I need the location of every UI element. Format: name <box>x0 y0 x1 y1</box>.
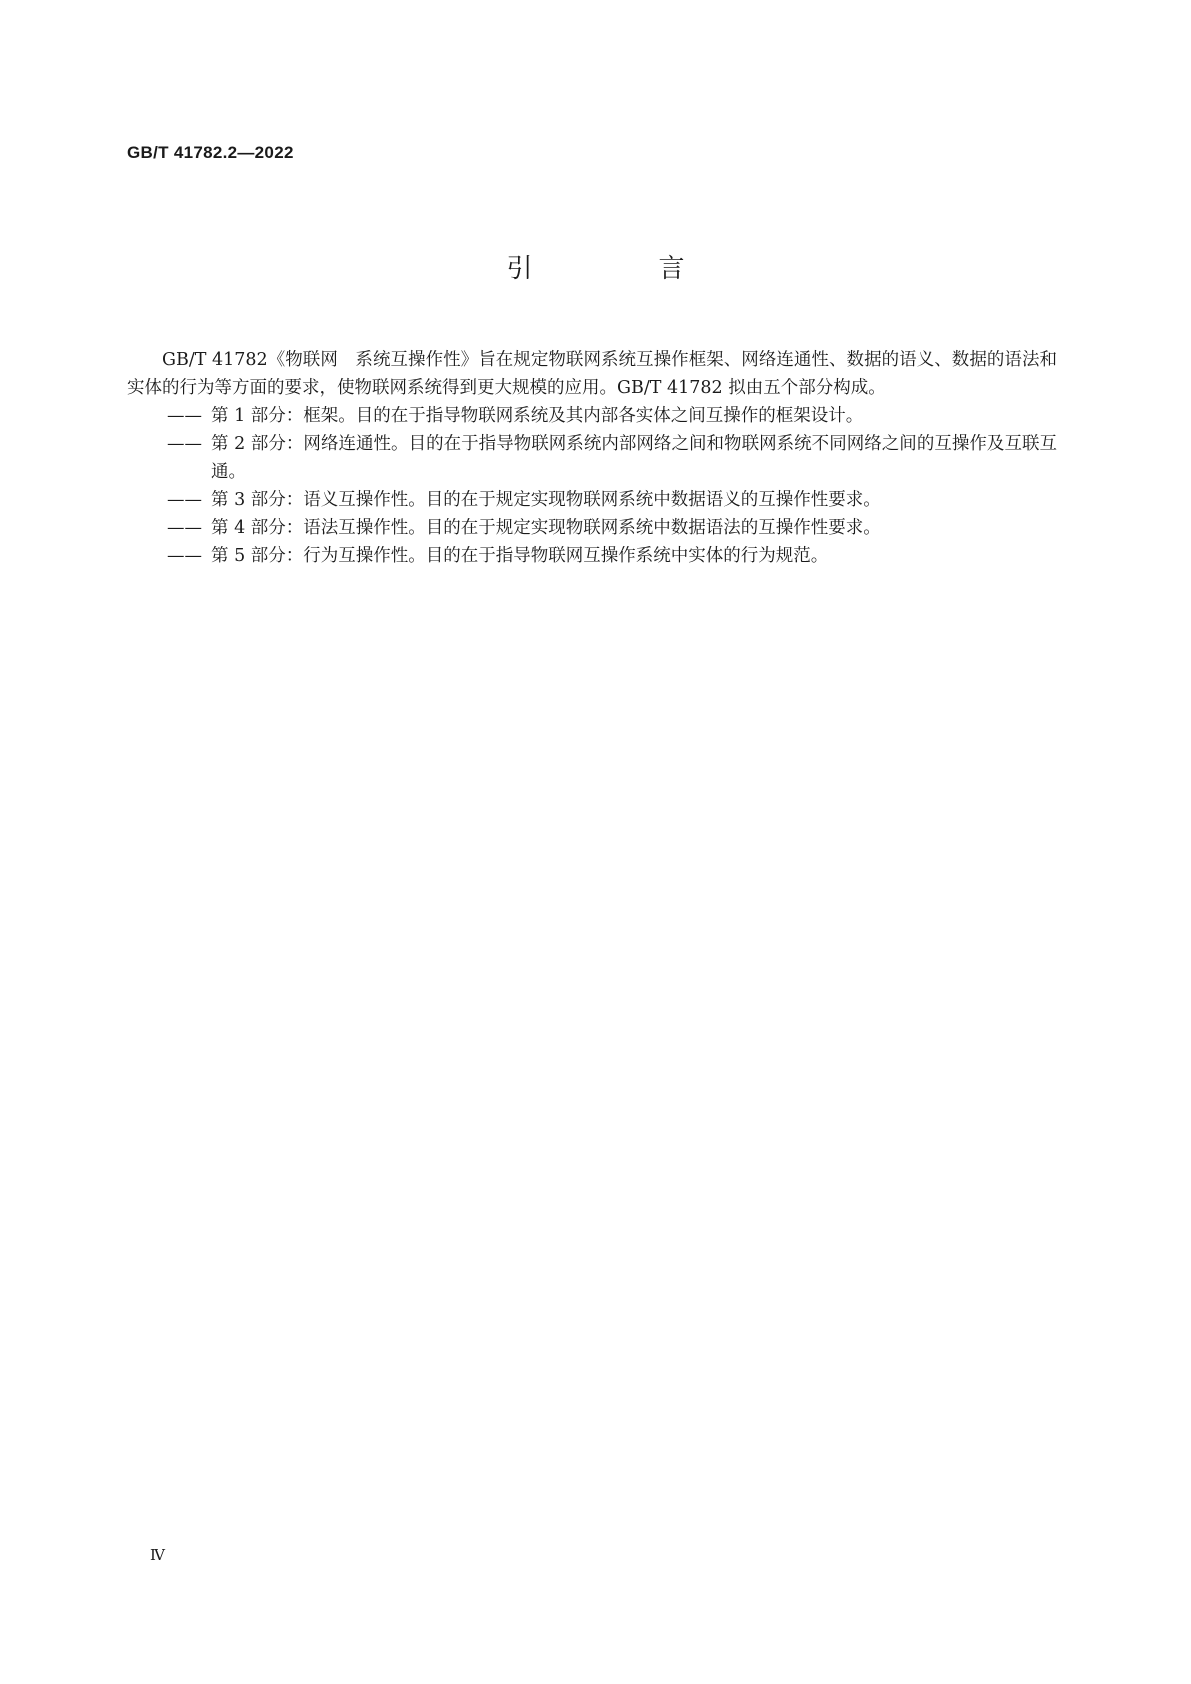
page-title: 引 言 <box>506 254 735 284</box>
page-number: Ⅳ <box>150 1546 165 1564</box>
list-item-text: 第 2 部分：网络连通性。目的在于指导物联网系统内部网络之间和物联网系统不同网络之间的互操作及互联互通。 <box>211 434 1057 482</box>
list-dash: —— <box>167 490 202 510</box>
list-item <box>127 486 1057 514</box>
body-text <box>127 346 1057 570</box>
parts-list <box>127 402 1057 570</box>
list-item <box>127 402 1057 430</box>
standard-code: GB/T 41782.2—2022 <box>127 143 294 162</box>
list-item <box>127 542 1057 570</box>
list-item-text: 第 4 部分：语法互操作性。目的在于规定实现物联网系统中数据语法的互操作性要求。 <box>211 518 881 538</box>
list-item-text: 第 3 部分：语义互操作性。目的在于规定实现物联网系统中数据语义的互操作性要求。 <box>211 490 881 510</box>
list-dash: —— <box>167 546 202 566</box>
intro-paragraph: GB/T 41782《物联网 系统互操作性》旨在规定物联网系统互操作框架、网络连通性、数据的语义、数据的语法和实体的行为等方面的要求，使物联网系统得到更大规模的应用。GB/T 41782 拟由五个部分构成。 <box>127 350 1057 398</box>
list-item-text: 第 1 部分：框架。目的在于指导物联网系统及其内部各实体之间互操作的框架设计。 <box>211 406 864 426</box>
list-item-text: 第 5 部分：行为互操作性。目的在于指导物联网互操作系统中实体的行为规范。 <box>211 546 829 566</box>
list-item <box>127 514 1057 542</box>
list-dash: —— <box>167 434 202 454</box>
list-item <box>127 430 1057 486</box>
list-dash: —— <box>167 518 202 538</box>
list-dash: —— <box>167 406 202 426</box>
